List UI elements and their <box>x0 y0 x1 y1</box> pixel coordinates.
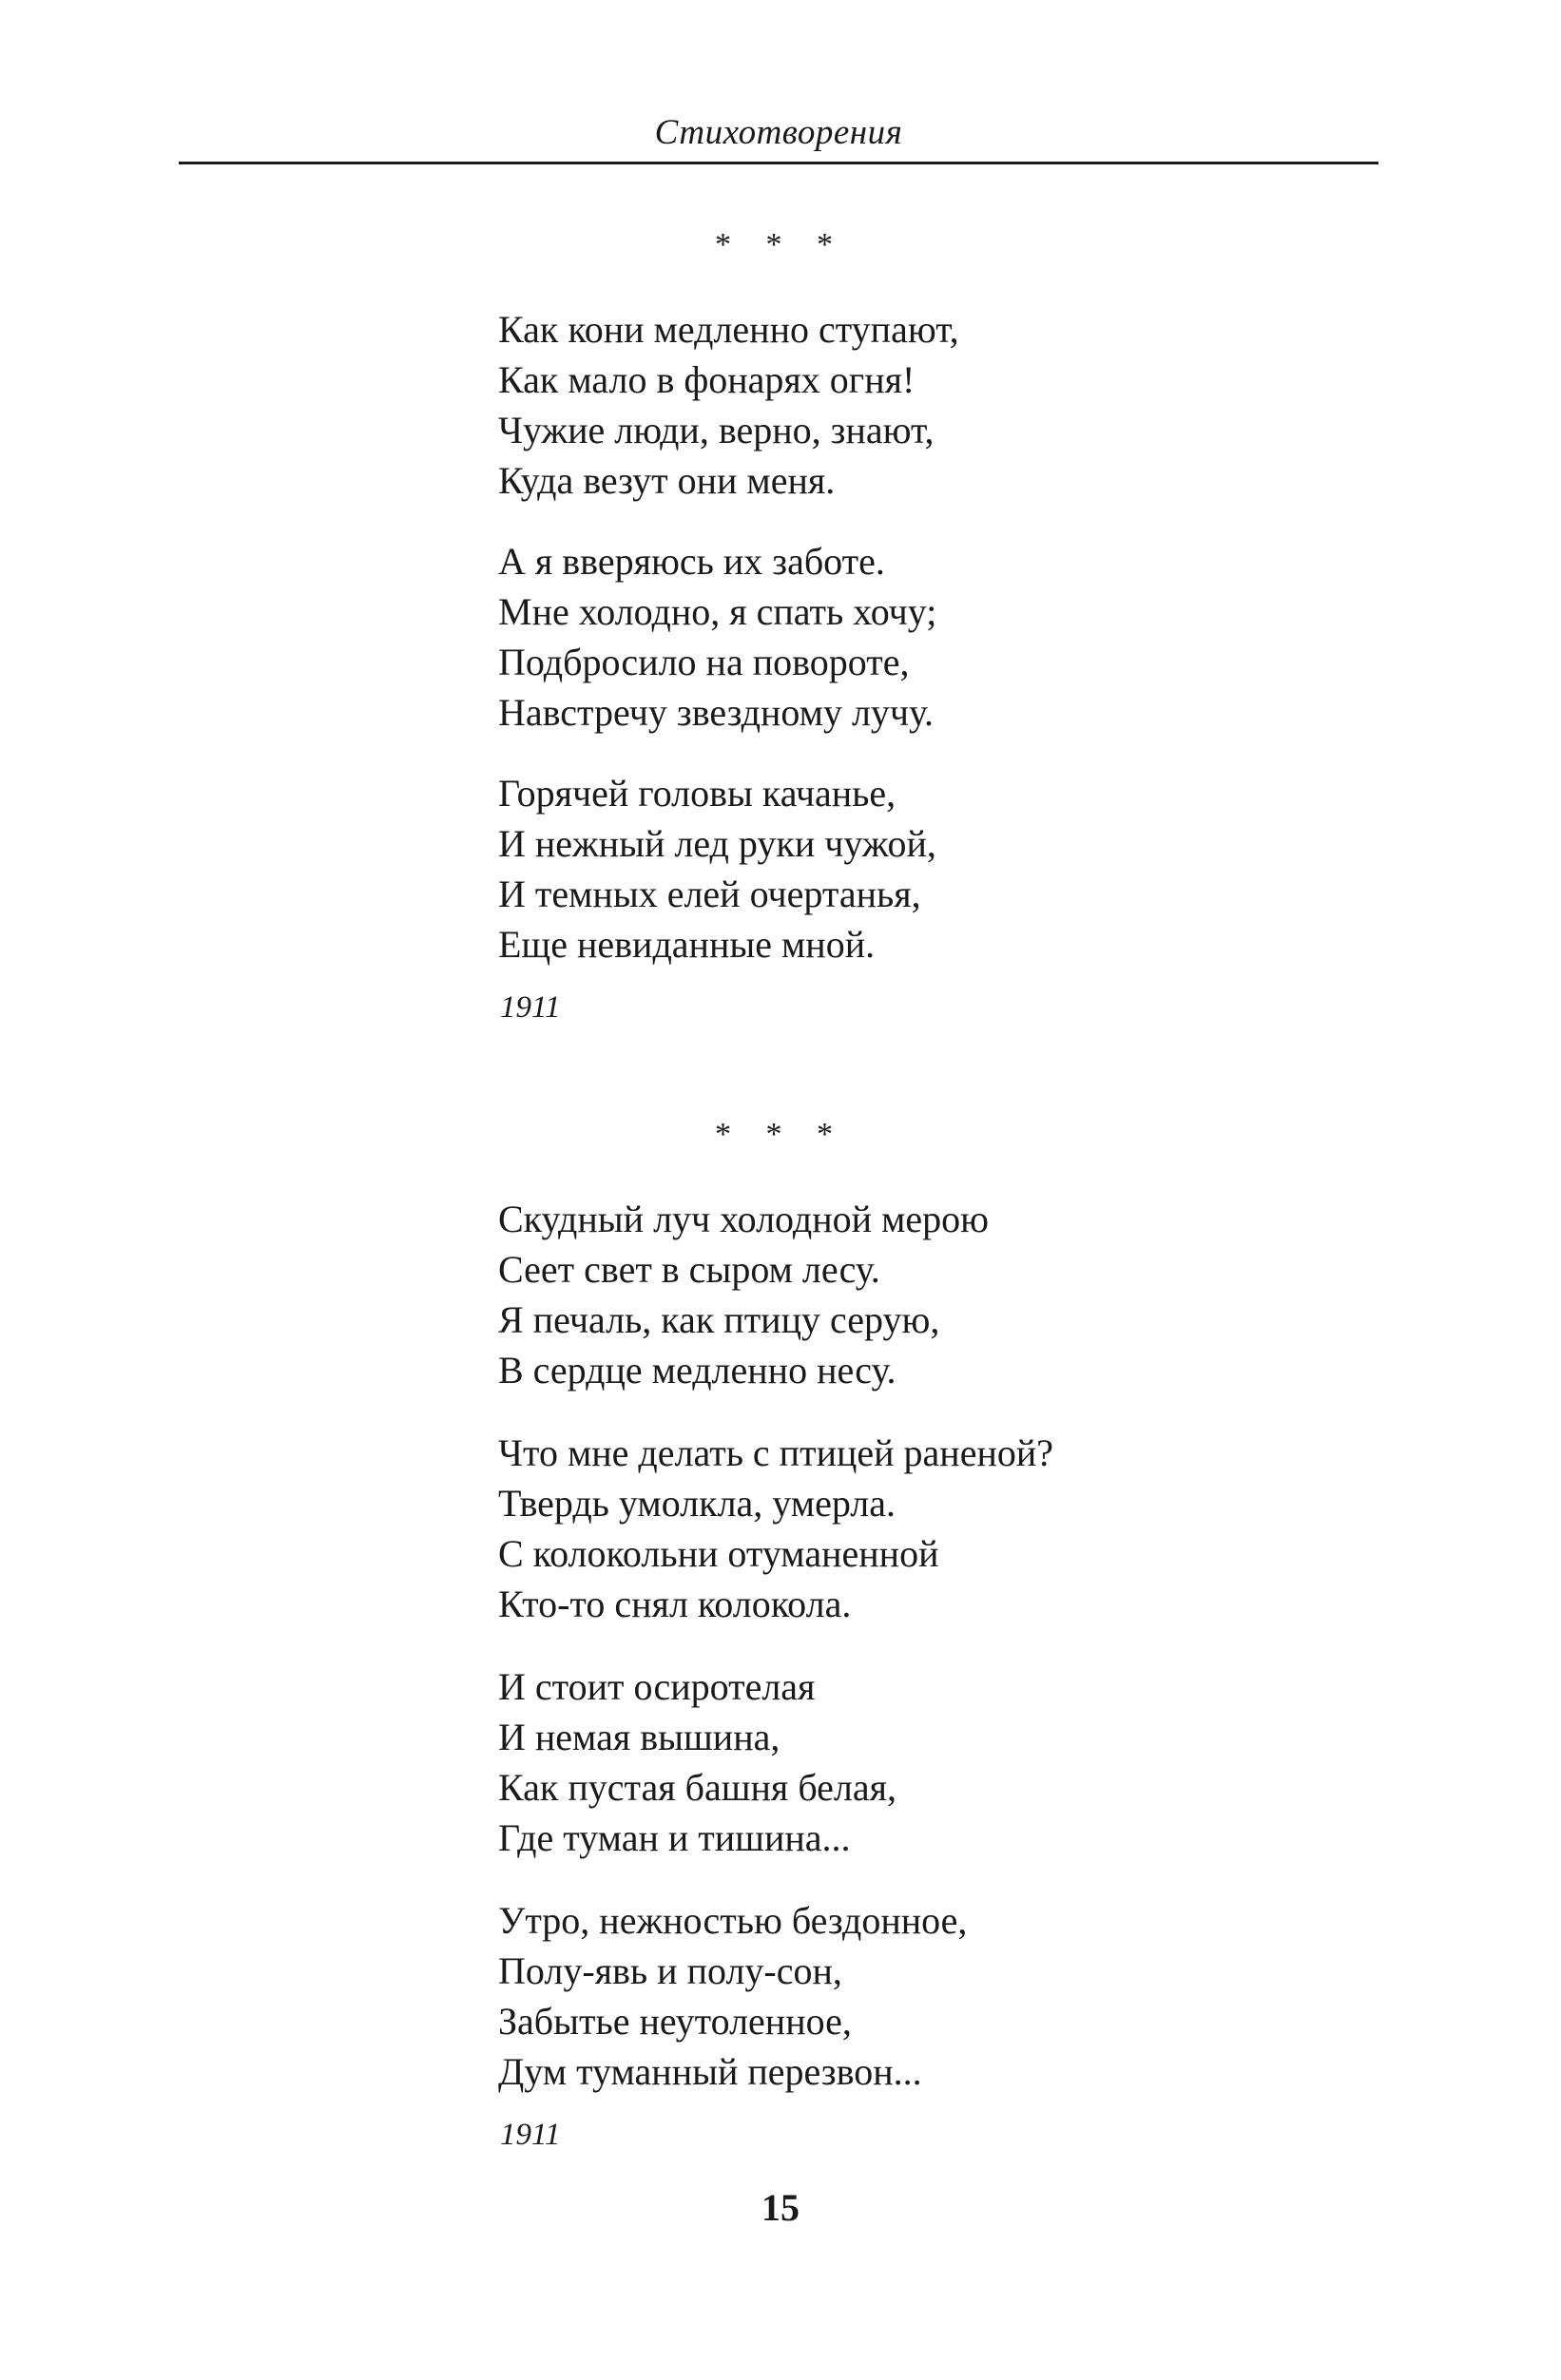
poem-2-date: 1911 <box>500 2118 561 2152</box>
verse-line: Подбросило на повороте, <box>498 641 910 683</box>
verse-line: И стоит осиротелая <box>498 1665 816 1708</box>
poem-2-stanza-4 <box>498 1895 967 2097</box>
verse-line: С колокольни отуманенной <box>498 1532 939 1575</box>
verse-line: Как пустая башня белая, <box>498 1766 897 1809</box>
verse-line: Утро, нежностью бездонное, <box>498 1899 968 1942</box>
verse-line: Полу-явь и полу-сон, <box>498 1949 842 1992</box>
verse-line: Скудный луч холодной мерою <box>498 1198 990 1240</box>
verse-line: Как мало в фонарях огня! <box>498 358 915 401</box>
verse-line: Где туман и тишина... <box>498 1816 851 1859</box>
verse-line: В сердце медленно несу. <box>498 1349 896 1392</box>
verse-line: И темных елей очертанья, <box>498 873 921 915</box>
page-number: 15 <box>761 2186 800 2229</box>
poem-2-stanza-3 <box>498 1661 896 1863</box>
verse-line: Куда везут они меня. <box>498 459 836 502</box>
verse-line: Чужие люди, верно, знают, <box>498 409 935 451</box>
verse-line: Забытье неутоленное, <box>498 2000 852 2043</box>
verse-line: Как кони медленно ступают, <box>498 308 959 351</box>
verse-line: И нежный лед руки чужой, <box>498 822 936 865</box>
poem-1-stanza-3 <box>498 768 936 969</box>
verse-line: Я печаль, как птицу серую, <box>498 1298 940 1341</box>
poem-1-stanza-2 <box>498 536 936 738</box>
poem-1-date: 1911 <box>500 990 561 1025</box>
verse-line: А я вверяюсь их заботе. <box>498 540 885 583</box>
verse-line: Мне холодно, я спать хочу; <box>498 590 937 633</box>
poem-2-stanza-1 <box>498 1194 989 1395</box>
poem-1-ornament: * * * <box>715 227 846 262</box>
verse-line: Твердь умолкла, умерла. <box>498 1482 896 1525</box>
verse-line: И немая вышина, <box>498 1716 780 1758</box>
verse-line: Еще невиданные мной. <box>498 923 876 966</box>
verse-line: Кто-то снял колокола. <box>498 1583 852 1625</box>
poem-1-stanza-1 <box>498 304 959 506</box>
header-rule <box>179 162 1378 164</box>
running-head: Стихотворения <box>654 113 903 152</box>
verse-line: Навстречу звездному лучу. <box>498 691 935 734</box>
verse-line: Дум туманный перезвон... <box>498 2050 922 2093</box>
verse-line: Что мне делать с птицей раненой? <box>498 1431 1054 1474</box>
poem-2-stanza-2 <box>498 1428 1053 1629</box>
poem-2-ornament: * * * <box>715 1117 846 1152</box>
verse-line: Горячей головы качанье, <box>498 772 896 815</box>
verse-line: Сеет свет в сыром лесу. <box>498 1248 880 1291</box>
